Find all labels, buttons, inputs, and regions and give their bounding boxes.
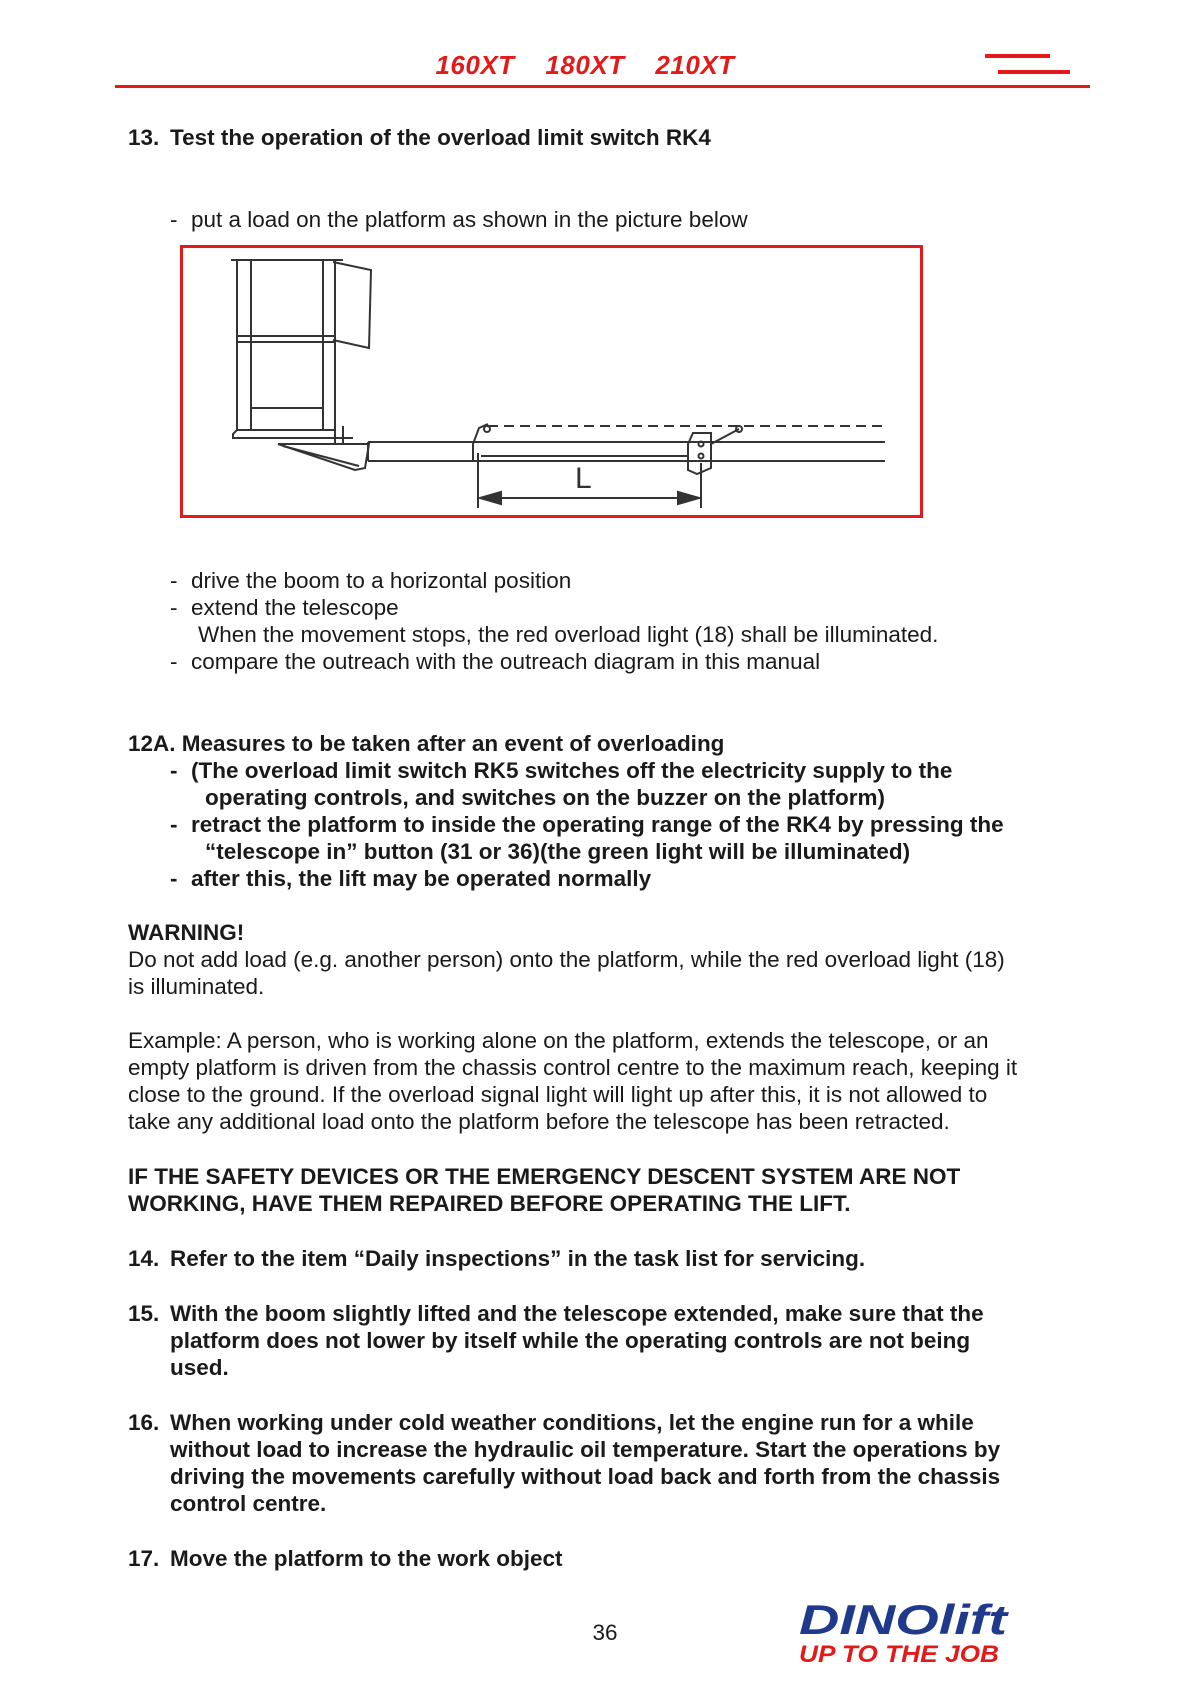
section12a-title: 12A. Measures to be taken after an event of overloading [128, 731, 725, 756]
page-number: 36 [592, 1620, 618, 1645]
step-compare-outreach: compare the outreach with the outreach diagram in this manual [191, 649, 821, 674]
telescope-note: When the movement stops, the red overload light (18) shall be illuminated. [198, 622, 939, 647]
platform-load-figure [180, 245, 923, 518]
header-mark-bottom [998, 70, 1070, 74]
dash: - [170, 207, 178, 232]
step-put-load: put a load on the platform as shown in the picture below [191, 207, 748, 232]
item15-line3: used. [170, 1355, 229, 1380]
dinolift-logo [795, 1598, 1015, 1668]
dash: - [170, 866, 178, 891]
item16-line4: control centre. [170, 1491, 327, 1516]
step-extend-telescope: extend the telescope [191, 595, 399, 620]
warning-line1: Do not add load (e.g. another person) onto the platform, while the red overload light (18) [128, 947, 1005, 972]
dash: - [170, 595, 178, 620]
item14-line1: Refer to the item “Daily inspections” in the task list for servicing. [170, 1246, 866, 1271]
dash: - [170, 649, 178, 674]
dash: - [170, 758, 178, 783]
logo-tagline: UP TO THE JOB [799, 1641, 999, 1668]
overload-item-2-line1: retract the platform to inside the operating range of the RK4 by pressing the [191, 812, 1004, 837]
item15-line2: platform does not lower by itself while the operating controls are not being [170, 1328, 971, 1353]
item15-line1: With the boom slightly lifted and the telescope extended, make sure that the [170, 1301, 984, 1326]
item16-line3: driving the movements carefully without load back and forth from the chassis [170, 1464, 1001, 1489]
header-models: 160XT 180XT 210XT [435, 50, 735, 80]
item15-number: 15. [128, 1301, 160, 1326]
warning-title: WARNING! [128, 920, 245, 945]
item16-line2: without load to increase the hydraulic oil temperature. Start the operations by [170, 1437, 1001, 1462]
section13-title: Test the operation of the overload limit switch RK4 [170, 125, 711, 150]
overload-item-1-line2: operating controls, and switches on the buzzer on the platform) [205, 785, 886, 810]
item14-number: 14. [128, 1246, 160, 1271]
logo-brand: DINOlift [799, 1598, 1010, 1643]
warning-line2: is illuminated. [128, 974, 265, 999]
dash: - [170, 568, 178, 593]
example-line3: close to the ground. If the overload signal light will light up after this, it is not allowed to [128, 1082, 988, 1107]
item16-line1: When working under cold weather conditions, let the engine run for a while [170, 1410, 974, 1435]
header-mark-top [985, 54, 1050, 58]
header-rule [115, 85, 1090, 88]
example-line1: Example: A person, who is working alone on the platform, extends the telescope, or an [128, 1028, 989, 1053]
section13-number: 13. [128, 125, 160, 150]
item17-number: 17. [128, 1546, 160, 1571]
item16-number: 16. [128, 1410, 160, 1435]
dimension-label: L [575, 462, 592, 495]
overload-item-2-line2: “telescope in” button (31 or 36)(the green light will be illuminated) [205, 839, 911, 864]
basket-gate [333, 262, 371, 348]
overload-item-3-line1: after this, the lift may be operated normally [191, 866, 652, 891]
item17-line1: Move the platform to the work object [170, 1546, 563, 1571]
step-drive-boom: drive the boom to a horizontal position [191, 568, 572, 593]
example-line4: take any additional load onto the platform before the telescope has been retracted. [128, 1109, 950, 1134]
example-line2: empty platform is driven from the chassis control centre to the maximum reach, keeping it [128, 1055, 1018, 1080]
boom-diagram [183, 248, 920, 515]
dash: - [170, 812, 178, 837]
overload-item-1-line1: (The overload limit switch RK5 switches off the electricity supply to the [191, 758, 953, 783]
safety-notice-line1: IF THE SAFETY DEVICES OR THE EMERGENCY DESCENT SYSTEM ARE NOT [128, 1164, 961, 1189]
safety-notice-line2: WORKING, HAVE THEM REPAIRED BEFORE OPERATING THE LIFT. [128, 1191, 851, 1216]
